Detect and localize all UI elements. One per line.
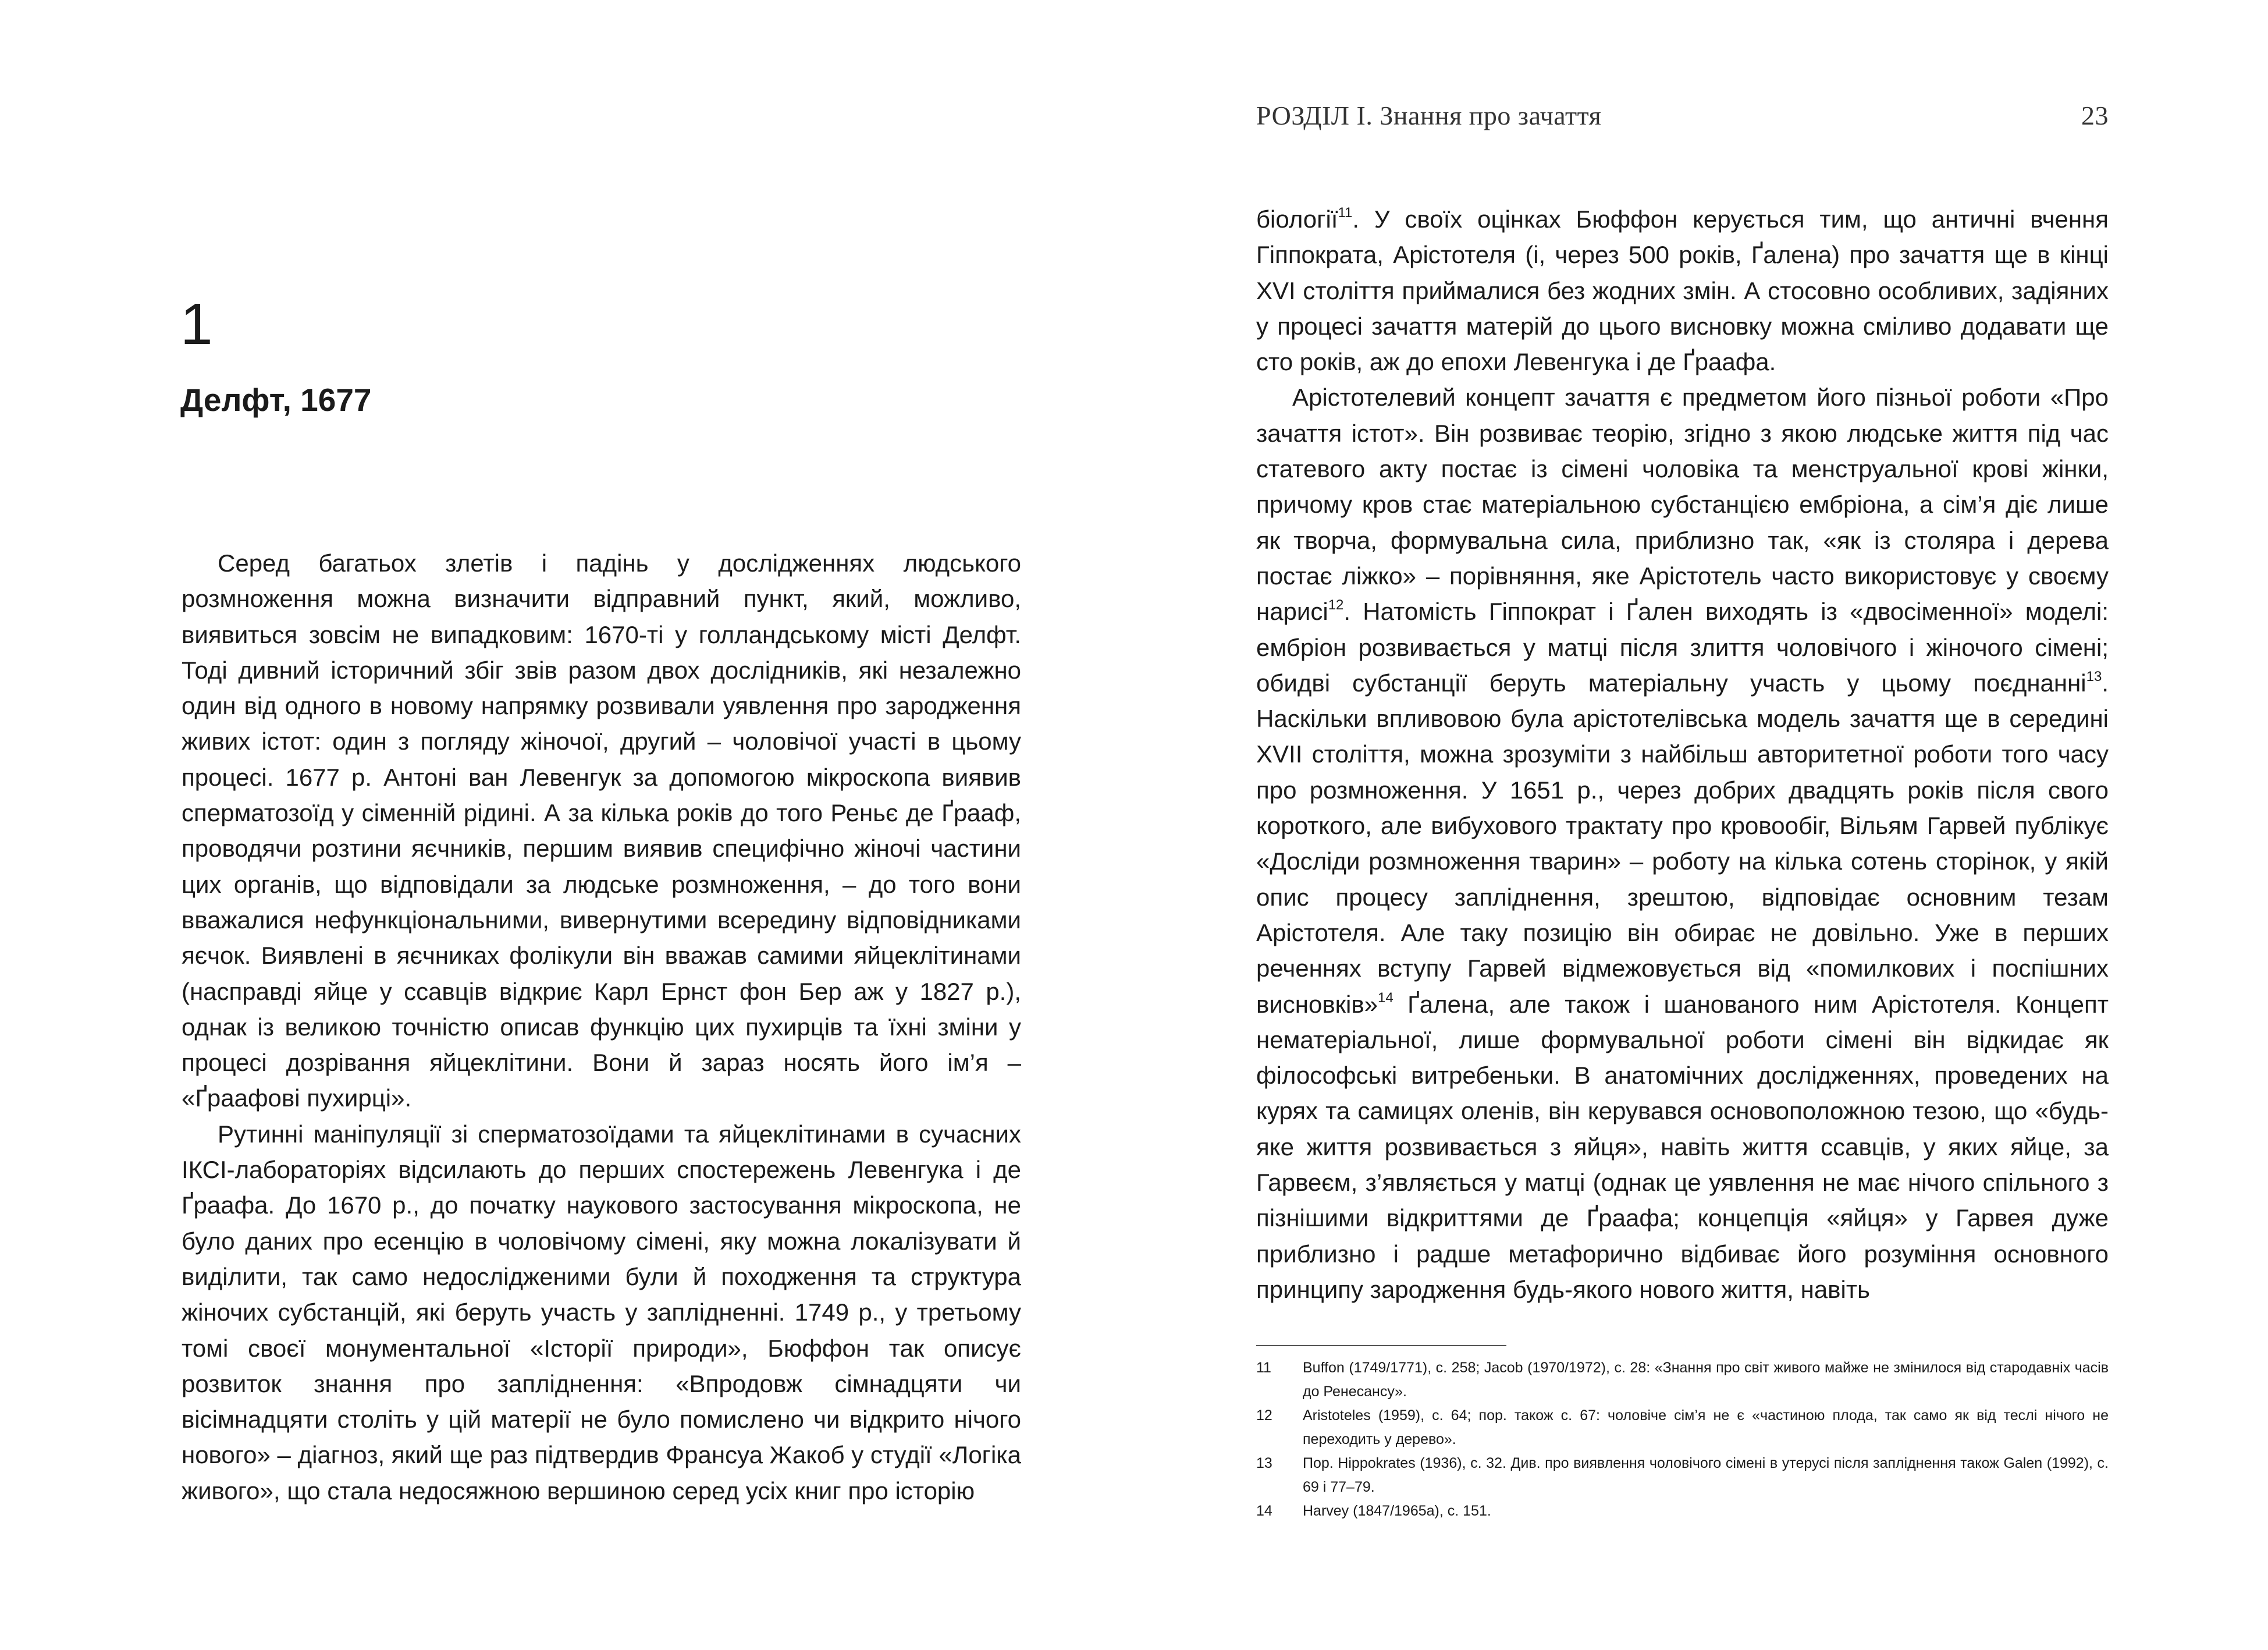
- footnote-ref-14[interactable]: 14: [1378, 989, 1393, 1006]
- text-run: . У своїх оцінках Бюффон керується тим, що античні вчення Гіппократа, Арістотеля (і, через 500 років, Ґалена) про зачаття ще в кінці XVI століття приймалися без жодних змін. А стосовно особливих, задіяних у процесі зачаття матерій до цього висновку можна сміливо додавати ще сто років, аж до епохи Левенгука і де Ґраафа.: [1256, 205, 2109, 376]
- right-body-text: [1256, 201, 2109, 1307]
- paragraph: Серед багатьох злетів і падінь у дослідженнях людського розмноження можна визначити відправний пункт, який, можливо, виявиться зовсім не випадковим: 1670-ті у голландському місті Делфт. Тоді дивний історичний збіг звів разом двох дослідників, які незалежно один від одного в новому напрямку розвивали уявлення про зародження живих істот: один з погляду жіночої, другий – чоловічої участі в цьому процесі. 1677 р. Антоні ван Левенгук за допомогою мікроскопа виявив сперматозоїд у сіменній рідині. А за кілька років до того Реньє де Ґраaф, проводячи розтини яєчників, першим виявив специфічно жіночі частини цих органів, що відповідали за людське розмноження, – до того вони вважалися нефункціональними, вивернутими всередину відповідниками яєчок. Виявлені в яєчниках фолікули він вважав самими яйцеклітинами (насправді яйце у ссавців відкриє Карл Ернст фон Бер аж у 1827 р.), однак із великою точністю описав функцію цих пухирців та їхні зміни у процесі дозрівання яйцеклітини. Вони й зараз носять його ім’я – «Ґраафові пухирці».: [182, 549, 1021, 1112]
- footnote-11: [1256, 1356, 2109, 1404]
- footnote-ref-11[interactable]: 11: [1338, 205, 1353, 221]
- paragraph: [1256, 379, 2109, 1307]
- paragraph: Рутинні маніпуляції зі сперматозоїдами та яйцеклітинами в сучасних ІКСІ-лабораторіях відсилають до перших спостережень Левенгука і де Ґраафа. До 1670 р., до початку наукового застосування мікроскопа, не було даних про есенцію в чоловічому сімені, яку можна локалізувати й виділити, так само недослідженими були й походження та структура жіночих субстанцій, які беруть участь у заплідненні. 1749 р., у третьому томі своєї монументальної «Історії природи», Бюффон так описує розвиток знання про запліднення: «Впродовж сімнадцяти чи вісімнадцяти століть у цій матерії не було помислено чи відкрито нічого нового» – діагноз, який ще раз підтвердив Франсуа Жакоб у студії «Логіка живого», що стала недосяжною вершиною серед усіх книг про історію: [182, 1120, 1021, 1504]
- footnote-number: 11: [1256, 1360, 1271, 1376]
- footnote-text: Buffon (1749/1771), с. 258; Jacob (1970/1972), с. 28: «Знання про світ живого майже не змінилося від стародавніх часів до Ренесансу».: [1303, 1360, 2109, 1400]
- footnote-13: [1256, 1452, 2109, 1499]
- footnote-text: Aristoteles (1959), с. 64; пор. також с. 67: чоловіче сім’я не є «частиною плода, так само як від теслі нічого не переходить у дерево».: [1303, 1407, 2109, 1447]
- right-page: [1134, 0, 2268, 1650]
- footnote-14: [1256, 1499, 2109, 1523]
- footnote-number: 14: [1256, 1503, 1272, 1519]
- paragraph: [1256, 201, 2109, 379]
- footnote-ref-13[interactable]: 13: [2086, 668, 2102, 684]
- text-run: . Наскільки впливовою була арістотелівська модель зачаття ще в середині XVII століття, можна зрозуміти з найбільш авторитетної роботи того часу про розмноження. У 1651 р., через добрих двадцять років після свого короткого, але вибухового трактату про кровообіг, Вільям Гарвей публікує «Досліди розмноження тварин» – роботу на кілька сотень сторінок, у якій опис процесу запліднення, зрештою, відповідає основним тезам Арістотеля. Але таку позицію він обирає не довільно. Уже в перших реченнях вступу Гарвей відмежовується від «помилкових і поспішних висновків»: [1256, 669, 2109, 1018]
- left-body-text: [182, 545, 1021, 1509]
- footnotes: [1256, 1356, 2109, 1523]
- text-run: Арістотелевий концепт зачаття є предметом його пізньої роботи «Про зачаття істот». Він розвиває теорію, згідно з якою людське життя під час статевого акту постає із сімені чоловіка та менструальної крові жінки, причому кров стає матеріальною субстанцією ембріона, а сім’я діє лише як творча, формувальна сила, приблизно так, «як із столяра і дерева постає ліжко» – порівняння, яке Арістотель часто використовує у своєму нарисі: [1256, 384, 2109, 626]
- footnote-ref-12[interactable]: 12: [1328, 597, 1344, 613]
- text-run: . Натомість Гіппократ і Ґален виходять із «двосіменної» моделі: ембріон розвивається у матці після злиття чоловічого і жіночого сімені; обидві субстанції беруть матеріальну участь у цьому поєднанні: [1256, 598, 2109, 697]
- chapter-number: 1: [180, 292, 213, 357]
- text-run: Ґалена, але також і шанованого ним Арістотеля. Концепт нематеріальної, лише формувальної роботи сімені він відкидає як філософські витребеньки. В анатомічних дослідженнях, проведених на курях та самицях оленів, він керувався основоположною тезою, що «будь-яке життя розвивається з яйця», навіть життя ссавців, у яких яйце, за Гарвеєм, з’являється у матці (однак це уявлення не має нічого спільного з пізнішими відкриттями де Ґраафа; концепція «яйця» у Гарвея дуже приблизно і радше метафорично відбиває його розуміння основного принципу зародження будь-якого нового життя, навіть: [1256, 990, 2109, 1303]
- footnote-divider: [1256, 1345, 1506, 1346]
- footnote-text: Пор. Hippokrates (1936), с. 32. Див. про виявлення чоловічого сімені в утерусі після запліднення також Galen (1992), с. 69 і 77–79.: [1303, 1455, 2109, 1495]
- page-number: 23: [2081, 101, 2109, 130]
- text-run: біології: [1256, 205, 1338, 233]
- footnote-number: 12: [1256, 1407, 1272, 1424]
- footnote-number: 13: [1256, 1455, 1272, 1471]
- running-head-title: РОЗДІЛ І. Знання про зачаття: [1256, 101, 1602, 130]
- chapter-title: Делфт, 1677: [180, 382, 372, 418]
- footnote-text: Harvey (1847/1965a), с. 151.: [1303, 1503, 1491, 1519]
- footnote-12: [1256, 1404, 2109, 1452]
